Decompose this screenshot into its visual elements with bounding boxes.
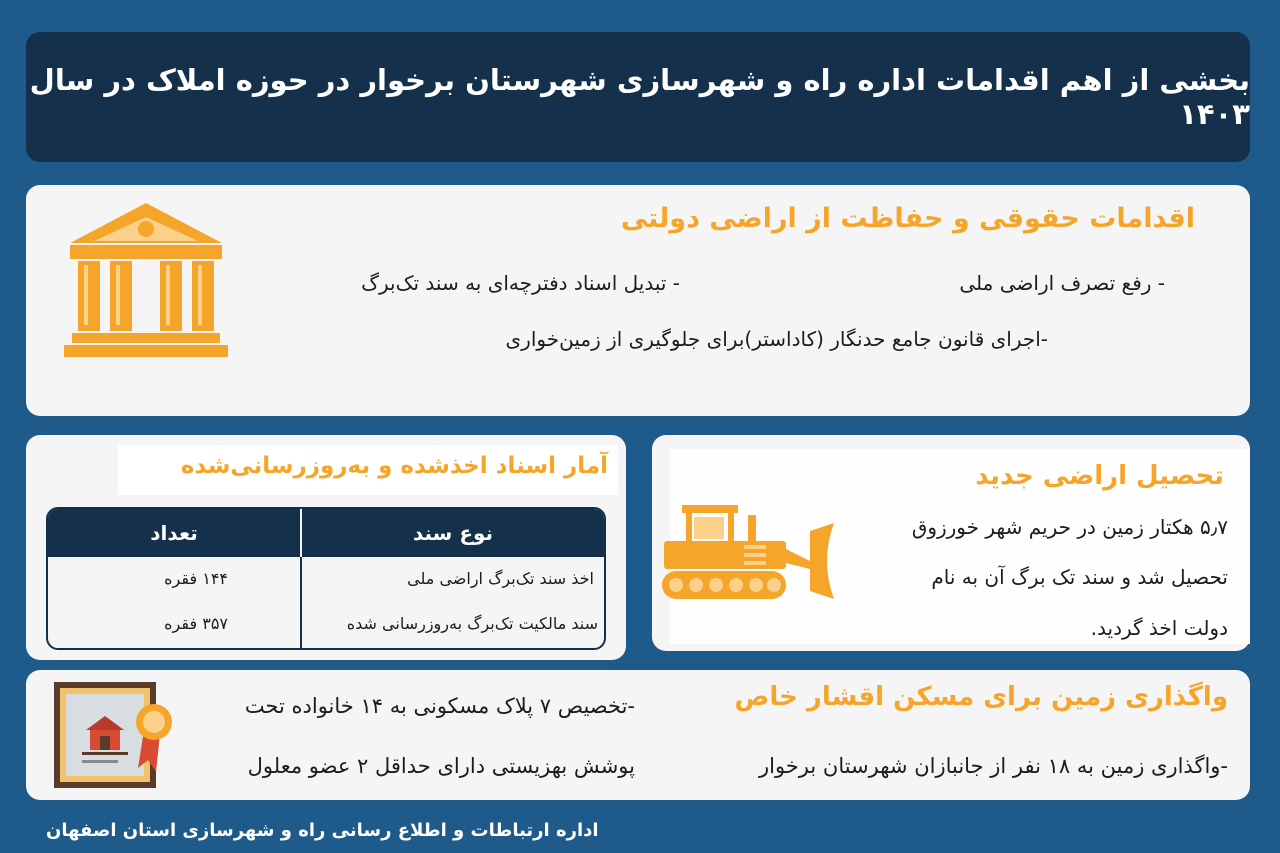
stats-heading: آمار اسناد اخذشده و به‌روزرسانی‌شده [180,453,608,479]
property-certificate-icon [48,680,188,790]
acquisition-line-1: ۵٫۷ هکتار زمین در حریم شهر خورزوق [911,515,1228,539]
legal-actions-card [26,185,1250,416]
housing-card [26,670,1250,800]
housing-heading: واگذاری زمین برای مسکن اقشار خاص [734,682,1228,712]
table-header [48,509,604,557]
veterans-line: -واگذاری زمین به ۱۸ نفر از جانبازان شهرستان برخوار [758,754,1228,778]
allocation-line-1: -تخصیص ۷ پلاک مسکونی به ۱۴ خانواده تحت [244,694,635,718]
government-building-icon [64,199,228,359]
allocation-line-2: پوشش بهزیستی دارای حداقل ۲ عضو معلول [247,754,635,778]
table-cell: ۱۴۴ فقره [164,569,228,588]
table-cell: ۳۵۷ فقره [164,614,228,633]
legal-item-3: -اجرای قانون جامع حدنگار (کاداستر)برای جلوگیری از زمین‌خواری [505,327,1048,351]
footer-credit: اداره ارتباطات و اطلاع رسانی راه و شهرسازی استان اصفهان [46,820,599,841]
bulldozer-icon [660,501,836,603]
column-header-type: نوع سند [300,509,604,557]
column-header-count: تعداد [150,521,198,545]
page-title: بخشی از اهم اقدامات اداره راه و شهرسازی شهرستان برخوار در حوزه املاک در سال ۱۴۰۳ [29,63,1250,131]
acquisition-line-3: دولت اخذ گردید. [1090,616,1228,640]
legal-item-2: - تبدیل اسناد دفترچه‌ای به سند تک‌برگ [361,271,680,295]
table-cell: سند مالکیت تک‌برگ به‌روزرسانی شده [346,614,598,633]
documents-table [46,507,606,650]
table-body [48,557,604,650]
legal-item-1: - رفع تصرف اراضی ملی [959,271,1165,295]
land-acquisition-card [652,435,1250,651]
legal-actions-heading: اقدامات حقوقی و حفاظت از اراضی دولتی [620,203,1195,234]
stats-card [26,435,626,660]
title-banner [26,32,1250,162]
land-acquisition-heading: تحصیل اراضی جدید [975,461,1224,491]
table-cell: اخذ سند تک‌برگ اراضی ملی [407,569,594,588]
acquisition-line-2: تحصیل شد و سند تک برگ آن به نام [931,565,1228,589]
